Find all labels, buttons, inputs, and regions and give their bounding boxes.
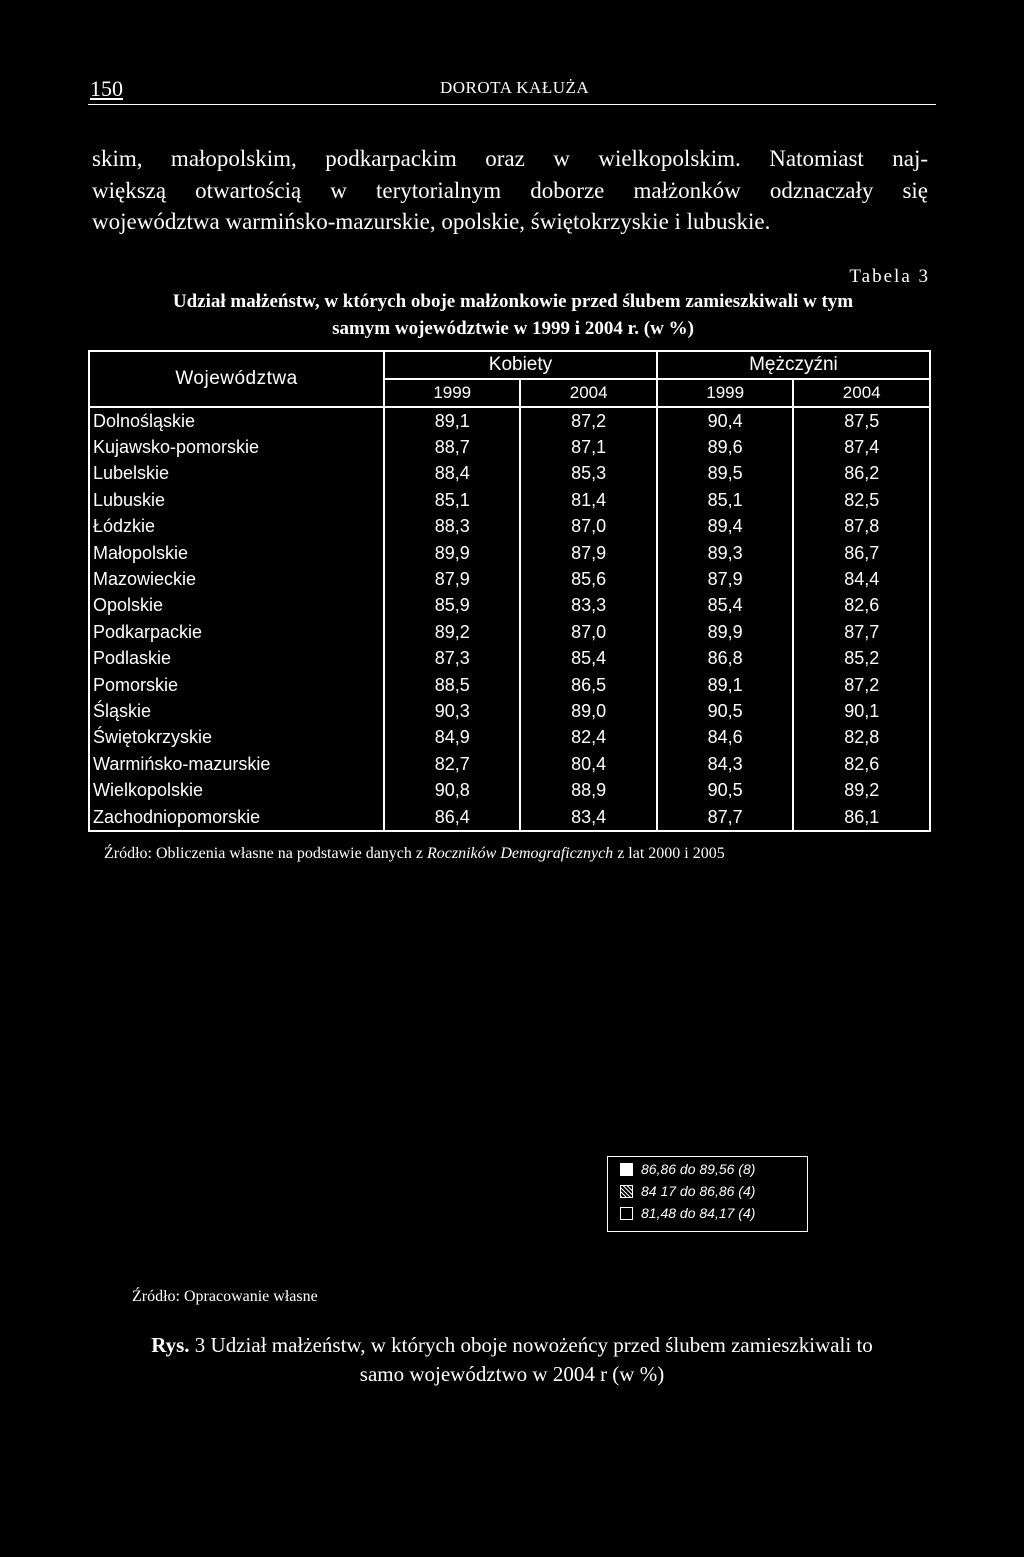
value-cell: 82,6 xyxy=(793,593,930,619)
column-header-year: 2004 xyxy=(793,379,930,407)
table-source-note xyxy=(104,845,725,863)
value-cell: 84,6 xyxy=(657,725,794,751)
column-header-year: 1999 xyxy=(657,379,794,407)
region-name-cell: Lubuskie xyxy=(89,487,384,513)
table-title-line: Udział małżeństw, w których oboje małżonkowie przed ślubem zamieszkiwali w tym xyxy=(172,291,854,312)
value-cell: 85,1 xyxy=(384,487,520,513)
value-cell: 85,4 xyxy=(657,593,794,619)
value-cell: 87,2 xyxy=(520,407,656,434)
value-cell: 86,8 xyxy=(657,646,794,672)
value-cell: 84,4 xyxy=(793,566,930,592)
table-row xyxy=(89,619,930,645)
value-cell: 87,0 xyxy=(520,619,656,645)
value-cell: 88,4 xyxy=(384,461,520,487)
paragraph-line: skim, małopolskim, podkarpackim oraz w wielkopolskim. Natomiast naj- xyxy=(92,146,928,171)
value-cell: 85,9 xyxy=(384,593,520,619)
region-name-cell: Opolskie xyxy=(89,593,384,619)
region-name-cell: Podlaskie xyxy=(89,646,384,672)
table-row xyxy=(89,566,930,592)
value-cell: 88,7 xyxy=(384,434,520,460)
value-cell: 87,9 xyxy=(520,540,656,566)
source-italic-title: Roczników Demograficznych xyxy=(427,845,614,862)
region-name-cell: Łódzkie xyxy=(89,514,384,540)
column-header-year: 2004 xyxy=(520,379,656,407)
region-name-cell: Podkarpackie xyxy=(89,619,384,645)
legend-item xyxy=(620,1183,755,1199)
region-name-cell: Śląskie xyxy=(89,698,384,724)
table-label: Tabela 3 xyxy=(849,266,930,287)
value-cell: 89,9 xyxy=(657,619,794,645)
value-cell: 87,8 xyxy=(793,514,930,540)
table-row xyxy=(89,487,930,513)
legend-item xyxy=(620,1161,755,1177)
legend-swatch-hatched xyxy=(620,1185,633,1198)
data-table xyxy=(88,350,931,832)
caption-text: 3 Udział małżeństw, w których oboje nowożeńcy przed ślubem zamieszkiwali to xyxy=(189,1333,873,1357)
table-row xyxy=(89,514,930,540)
value-cell: 90,5 xyxy=(657,698,794,724)
table-row xyxy=(89,540,930,566)
table-row xyxy=(89,434,930,460)
value-cell: 87,7 xyxy=(657,804,794,831)
running-header-author: DOROTA KAŁUŻA xyxy=(440,78,590,97)
table-row xyxy=(89,804,930,831)
legend-label: 81,48 do 84,17 (4) xyxy=(641,1205,756,1221)
value-cell: 84,3 xyxy=(657,751,794,777)
value-cell: 89,5 xyxy=(657,461,794,487)
region-name-cell: Kujawsko-pomorskie xyxy=(89,434,384,460)
value-cell: 89,9 xyxy=(384,540,520,566)
value-cell: 89,3 xyxy=(657,540,794,566)
value-cell: 80,4 xyxy=(520,751,656,777)
table-row xyxy=(89,672,930,698)
value-cell: 82,6 xyxy=(793,751,930,777)
region-name-cell: Lubelskie xyxy=(89,461,384,487)
column-header-region: Województwa xyxy=(89,351,384,407)
value-cell: 88,5 xyxy=(384,672,520,698)
value-cell: 89,2 xyxy=(793,777,930,803)
value-cell: 89,2 xyxy=(384,619,520,645)
table-row xyxy=(89,698,930,724)
table-row xyxy=(89,725,930,751)
value-cell: 90,3 xyxy=(384,698,520,724)
page-number: 150 xyxy=(90,76,123,101)
paragraph-line: większą otwartością w terytorialnym doborze małżonków odznaczały się xyxy=(92,177,928,203)
region-name-cell: Pomorskie xyxy=(89,672,384,698)
figure-source-note: Źródło: Opracowanie własne xyxy=(132,1288,318,1305)
table-row xyxy=(89,461,930,487)
value-cell: 90,1 xyxy=(793,698,930,724)
value-cell: 85,3 xyxy=(520,461,656,487)
table-row xyxy=(89,593,930,619)
table-title xyxy=(90,288,936,342)
value-cell: 87,2 xyxy=(793,672,930,698)
value-cell: 90,4 xyxy=(657,407,794,434)
paragraph-line: województwa warmińsko-mazurskie, opolskie, świętokrzyskie i lubuskie. xyxy=(92,209,771,234)
region-name-cell: Świętokrzyskie xyxy=(89,725,384,751)
value-cell: 83,4 xyxy=(520,804,656,831)
caption-label: Rys. xyxy=(151,1333,190,1357)
value-cell: 87,1 xyxy=(520,434,656,460)
table-row xyxy=(89,407,930,434)
value-cell: 87,9 xyxy=(657,566,794,592)
value-cell: 89,1 xyxy=(657,672,794,698)
value-cell: 87,7 xyxy=(793,619,930,645)
value-cell: 85,6 xyxy=(520,566,656,592)
header-rule xyxy=(88,104,936,105)
legend-swatch-empty xyxy=(620,1207,633,1220)
figure-caption xyxy=(98,1331,926,1389)
value-cell: 82,4 xyxy=(520,725,656,751)
table-row xyxy=(89,646,930,672)
value-cell: 84,9 xyxy=(384,725,520,751)
value-cell: 87,5 xyxy=(793,407,930,434)
value-cell: 85,2 xyxy=(793,646,930,672)
value-cell: 89,1 xyxy=(384,407,520,434)
value-cell: 83,3 xyxy=(520,593,656,619)
value-cell: 82,8 xyxy=(793,725,930,751)
region-name-cell: Małopolskie xyxy=(89,540,384,566)
source-text: z lat 2000 i 2005 xyxy=(613,845,725,862)
value-cell: 89,6 xyxy=(657,434,794,460)
value-cell: 86,5 xyxy=(520,672,656,698)
value-cell: 81,4 xyxy=(520,487,656,513)
column-group-women: Kobiety xyxy=(384,351,657,379)
table-row xyxy=(89,751,930,777)
table-title-line: samym województwie w 1999 i 2004 r. (w %) xyxy=(332,318,694,339)
value-cell: 87,4 xyxy=(793,434,930,460)
value-cell: 86,1 xyxy=(793,804,930,831)
legend-label: 86,86 do 89,56 (8) xyxy=(641,1161,756,1177)
region-name-cell: Wielkopolskie xyxy=(89,777,384,803)
column-header-year: 1999 xyxy=(384,379,520,407)
source-text: Źródło: Obliczenia własne na podstawie danych z xyxy=(104,845,427,862)
value-cell: 90,8 xyxy=(384,777,520,803)
body-paragraph xyxy=(92,143,928,238)
value-cell: 86,2 xyxy=(793,461,930,487)
value-cell: 89,4 xyxy=(657,514,794,540)
value-cell: 90,5 xyxy=(657,777,794,803)
legend-item xyxy=(620,1205,755,1221)
value-cell: 85,4 xyxy=(520,646,656,672)
value-cell: 82,7 xyxy=(384,751,520,777)
legend-label: 84 17 do 86,86 (4) xyxy=(641,1183,756,1199)
value-cell: 86,4 xyxy=(384,804,520,831)
value-cell: 85,1 xyxy=(657,487,794,513)
legend-swatch-solid xyxy=(620,1163,633,1176)
caption-text: samo województwo w 2004 r (w %) xyxy=(359,1362,665,1386)
value-cell: 87,0 xyxy=(520,514,656,540)
value-cell: 89,0 xyxy=(520,698,656,724)
value-cell: 86,7 xyxy=(793,540,930,566)
value-cell: 87,9 xyxy=(384,566,520,592)
region-name-cell: Mazowieckie xyxy=(89,566,384,592)
value-cell: 88,9 xyxy=(520,777,656,803)
value-cell: 87,3 xyxy=(384,646,520,672)
region-name-cell: Zachodniopomorskie xyxy=(89,804,384,831)
table-row xyxy=(89,777,930,803)
region-name-cell: Warmińsko-mazurskie xyxy=(89,751,384,777)
region-name-cell: Dolnośląskie xyxy=(89,407,384,434)
value-cell: 88,3 xyxy=(384,514,520,540)
value-cell: 82,5 xyxy=(793,487,930,513)
map-legend xyxy=(607,1156,808,1232)
column-group-men: Mężczyźni xyxy=(657,351,930,379)
